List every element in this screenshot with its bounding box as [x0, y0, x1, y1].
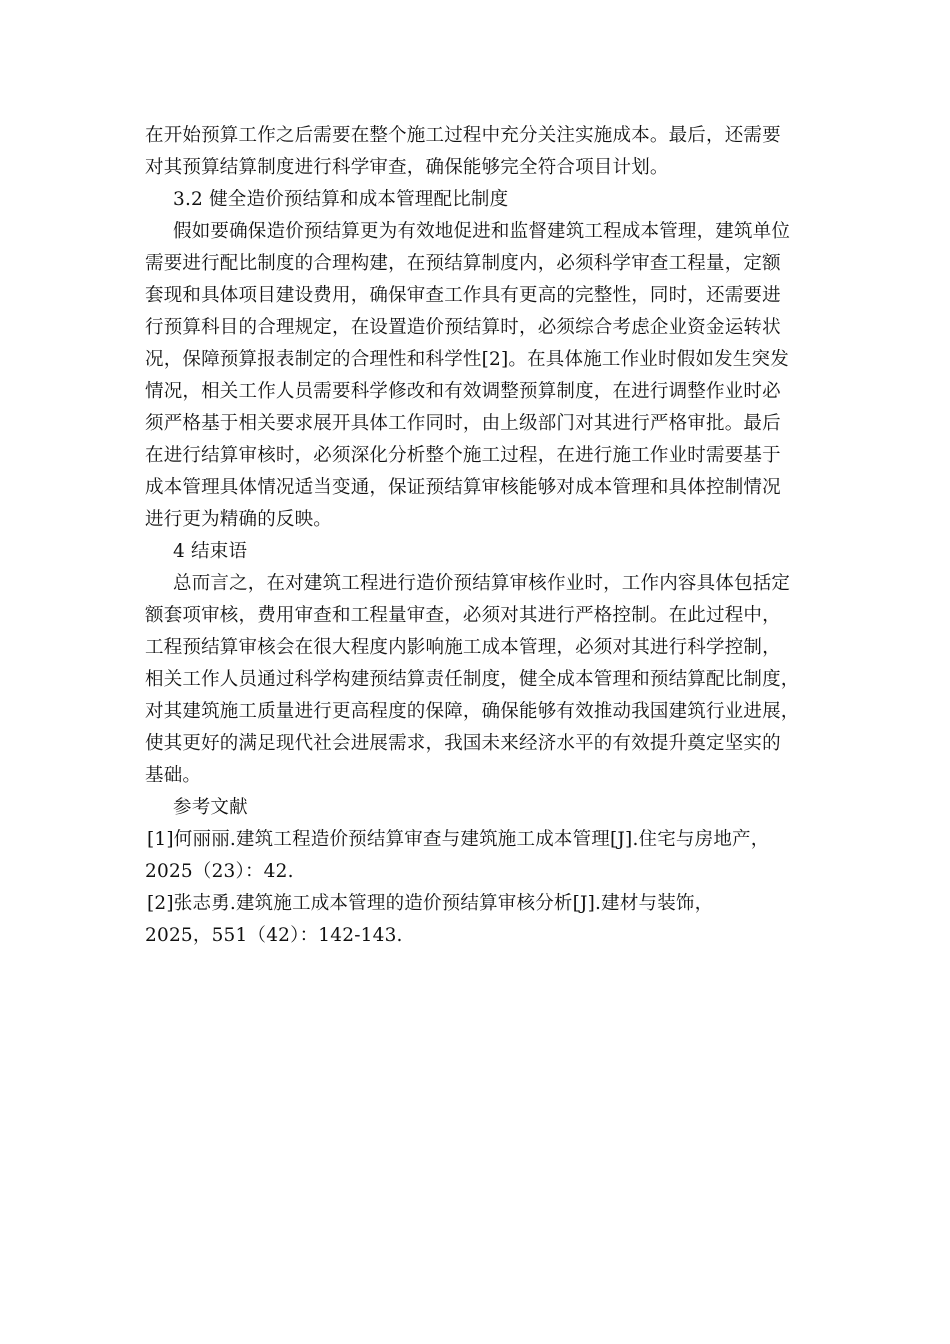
text-line: 套现和具体项目建设费用，确保审查工作具有更高的完整性，同时，还需要进 — [145, 285, 781, 306]
reference-line: [1]何丽丽.建筑工程造价预结算审查与建筑施工成本管理[J].住宅与房地产， — [147, 829, 770, 850]
text-line: 需要进行配比制度的合理构建，在预结算制度内，必须科学审查工程量，定额 — [145, 253, 781, 274]
reference-line: [2]张志勇.建筑施工成本管理的造价预结算审核分析[J].建材与装饰， — [147, 893, 714, 914]
reference-list — [145, 824, 807, 952]
text-line: 相关工作人员通过科学构建预结算责任制度，健全成本管理和预结算配比制度， — [145, 669, 800, 690]
section-heading-4: 4 结束语 — [173, 541, 248, 562]
text-line: 行预算科目的合理规定，在设置造价预结算时，必须综合考虑企业资金运转状 — [145, 317, 781, 338]
reference-line: 2025（23）：42. — [145, 861, 294, 882]
paragraph-continuation — [145, 120, 807, 184]
text-line: 成本管理具体情况适当变通，保证预结算审核能够对成本管理和具体控制情况 — [145, 477, 781, 498]
references-heading: 参考文献 — [173, 797, 248, 818]
text-line: 在开始预算工作之后需要在整个施工过程中充分关注实施成本。最后，还需要 — [145, 125, 781, 146]
text-line: 总而言之，在对建筑工程进行造价预结算审核作业时，工作内容具体包括定 — [173, 573, 791, 594]
text-line: 额套项审核，费用审查和工程量审查，必须对其进行严格控制。在此过程中， — [145, 605, 781, 626]
document-body — [145, 120, 807, 952]
text-line: 进行更为精确的反映。 — [145, 509, 333, 530]
reference-item — [145, 888, 807, 952]
text-line: 对其建筑施工质量进行更高程度的保障，确保能够有效推动我国建筑行业进展， — [145, 701, 800, 722]
reference-item — [145, 824, 807, 888]
text-line: 基础。 — [145, 765, 202, 786]
section-heading-3-2: 3.2 健全造价预结算和成本管理配比制度 — [173, 189, 509, 210]
section-3-2-paragraph — [145, 216, 807, 536]
text-line: 在进行结算审核时，必须深化分析整个施工过程，在进行施工作业时需要基于 — [145, 445, 781, 466]
text-line: 情况，相关工作人员需要科学修改和有效调整预算制度，在进行调整作业时必 — [145, 381, 781, 402]
text-line: 假如要确保造价预结算更为有效地促进和监督建筑工程成本管理，建筑单位 — [173, 221, 791, 242]
section-4-paragraph — [145, 568, 807, 792]
text-line: 须严格基于相关要求展开具体工作同时，由上级部门对其进行严格审批。最后 — [145, 413, 781, 434]
text-line: 使其更好的满足现代社会进展需求，我国未来经济水平的有效提升奠定坚实的 — [145, 733, 781, 754]
text-line: 况，保障预算报表制定的合理性和科学性[2]。在具体施工作业时假如发生突发 — [145, 349, 789, 370]
text-line: 工程预结算审核会在很大程度内影响施工成本管理，必须对其进行科学控制， — [145, 637, 781, 658]
reference-line: 2025，551（42）：142-143. — [145, 925, 403, 946]
text-line: 对其预算结算制度进行科学审查，确保能够完全符合项目计划。 — [145, 157, 669, 178]
